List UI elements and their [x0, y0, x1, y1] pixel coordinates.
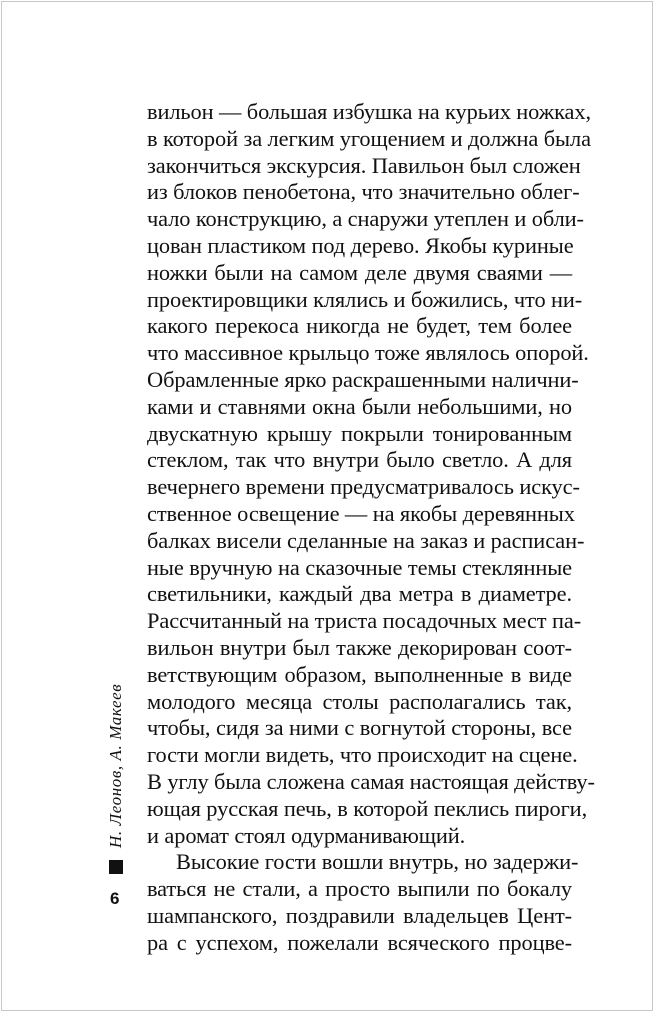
text-line: какого перекоса никогда не будет, тем более	[147, 313, 572, 339]
text-line: гости могли видеть, что происходит на сцене.	[147, 742, 578, 768]
text-line: ваться не стали, а просто выпили по бокалу	[147, 876, 572, 902]
text-line: что массивное крыльцо тоже являлось опорой.	[147, 340, 589, 366]
text-line: Высокие гости вошли внутрь, но задержи-	[176, 849, 579, 875]
running-head: Н. Леонов, А. Макеев	[106, 683, 125, 848]
text-line: Обрамленные ярко раскрашенными налични-	[147, 366, 579, 392]
text-line: Рассчитанный на триста посадочных мест па-	[147, 608, 582, 634]
text-line: вильон внутри был также декорирован соот-	[147, 634, 572, 660]
text-line: закончиться экскурсия. Павильон был сложен	[147, 152, 581, 178]
text-line: стеклом, так что внутри было светло. А для	[147, 447, 572, 473]
text-line: чало конструкцию, а снаружи утеплен и обли-	[147, 206, 584, 232]
text-line: ками и ставнями окна были небольшими, но	[147, 393, 572, 419]
body-text	[147, 99, 595, 957]
text-line: чтобы, сидя за ними с вогнутой стороны, все	[147, 715, 572, 741]
text-line: и аромат стоял одурманивающий.	[147, 822, 466, 848]
text-line: шампанского, поздравили владельцев Цент-	[147, 902, 572, 928]
text-line: В углу была сложена самая настоящая действу-	[147, 768, 595, 794]
text-line: проектировщики клялись и божились, что ни-	[147, 286, 583, 312]
text-line: светильники, каждый два метра в диаметре.	[147, 581, 572, 607]
text-line: молодого месяца столы располагались так,	[147, 688, 572, 714]
text-line: цован пластиком под дерево. Якобы куриные	[147, 232, 574, 258]
text-line: балках висели сделанные на заказ и расписан-	[147, 527, 585, 553]
text-line: в которой за легким угощением и должна была	[147, 125, 591, 151]
text-line: ственное освещение — на якобы деревянных	[147, 500, 575, 526]
square-marker-icon	[109, 860, 123, 874]
text-line: ные вручную на сказочные темы стеклянные	[147, 554, 572, 580]
text-line: двускатную крышу покрыли тонированным	[147, 420, 572, 446]
text-line: ющая русская печь, в которой пеклись пироги,	[147, 795, 588, 821]
text-line: ветствующим образом, выполненные в виде	[147, 661, 572, 687]
text-line: из блоков пенобетона, что значительно облег-	[147, 179, 580, 205]
text-line: ножки были на самом деле двумя сваями —	[147, 259, 572, 285]
text-line: ра с успехом, пожелали всяческого процве-	[147, 929, 572, 955]
page-number: 6	[110, 889, 120, 908]
text-line: вильон — большая избушка на курьих ножках,	[147, 99, 591, 124]
text-line: вечернего времени предусматривалось искус-	[147, 474, 580, 500]
